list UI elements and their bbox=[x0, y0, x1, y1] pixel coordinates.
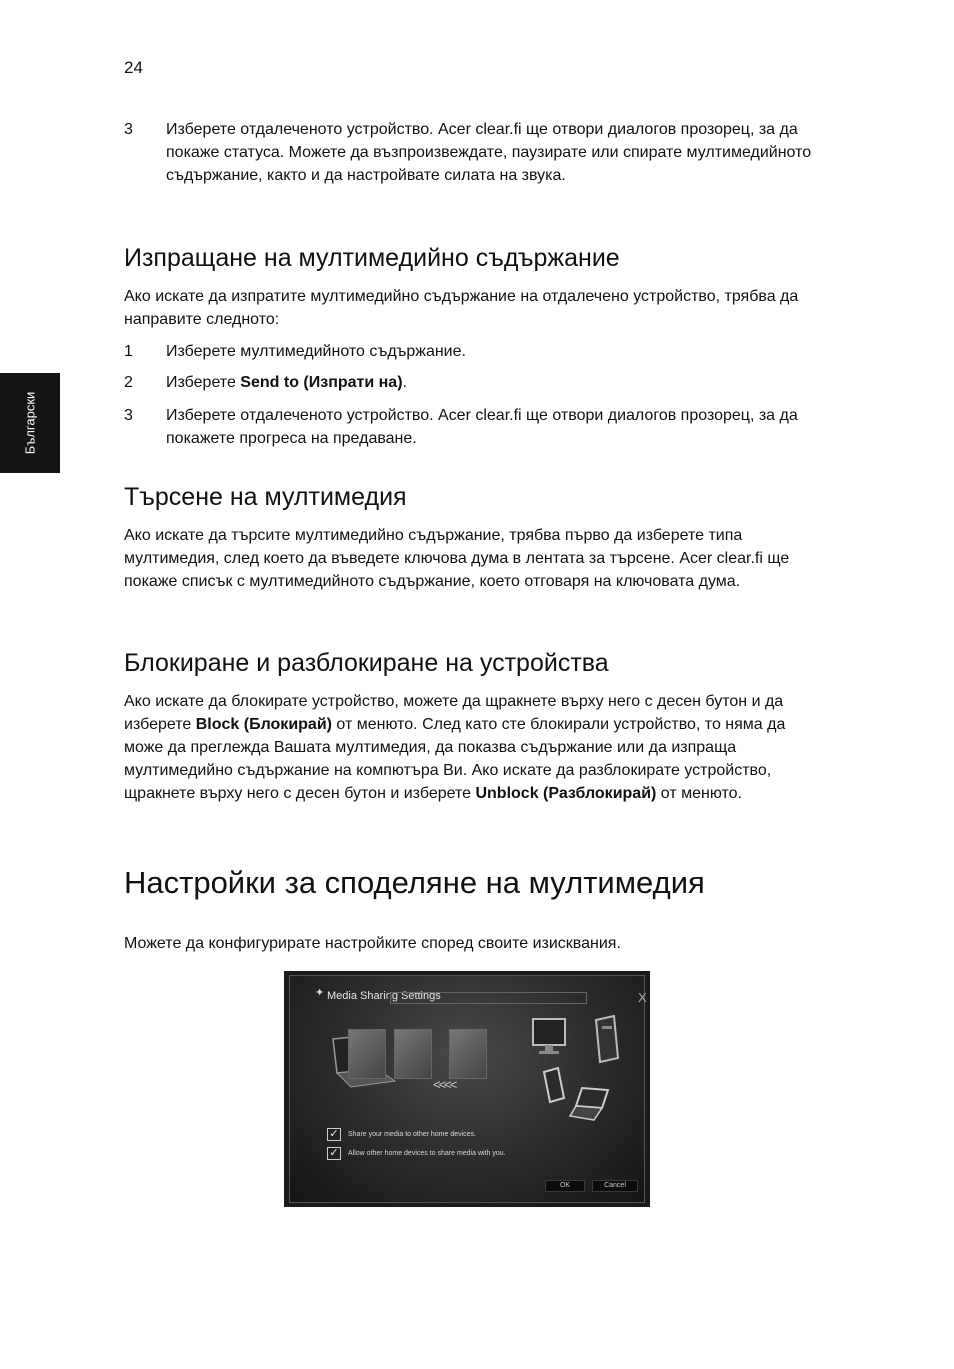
section-heading-send: Изпращане на мултимедийно съдържание bbox=[124, 244, 620, 272]
block-body bbox=[124, 690, 814, 805]
sparkle-icon: ✦ bbox=[315, 987, 325, 999]
section-heading-search: Търсене на мултимедия bbox=[124, 483, 407, 511]
language-side-tab-label: Български bbox=[22, 391, 38, 455]
ok-button[interactable]: OK bbox=[545, 1180, 585, 1192]
phone-icon bbox=[538, 1066, 568, 1106]
language-side-tab bbox=[0, 373, 60, 473]
settings-body: Можете да конфигурирате настройките според своите изисквания. bbox=[124, 935, 621, 952]
block-text-1: Ако искате да блокирате устройство, можете да щракнете върху него с десен бутон и да изберете bbox=[124, 693, 784, 733]
laptop-small-icon bbox=[568, 1084, 620, 1124]
send-intro: Ако искате да изпратите мултимедийно съдържание на отдалечено устройство, трябва да направите следното: bbox=[124, 288, 799, 328]
list-item bbox=[124, 404, 814, 450]
step-number: 3 bbox=[124, 407, 133, 424]
media-thumbnail bbox=[394, 1029, 432, 1079]
dialog-window bbox=[289, 975, 645, 1203]
allow-sharing-checkbox[interactable]: ✓ bbox=[327, 1147, 341, 1160]
desktop-tower-icon bbox=[592, 1014, 622, 1066]
share-media-checkbox[interactable]: ✓ bbox=[327, 1128, 341, 1141]
list-item bbox=[124, 118, 814, 187]
media-thumbnail bbox=[449, 1029, 487, 1079]
page-title: Настройки за споделяне на мултимедия bbox=[124, 865, 705, 900]
block-text-2: от менюто. След като сте блокирали устройство, то няма да може да преглежда Вашата мултимедия, да показва съдържание или да изпраща мултимедийно съдържание на компютъра Ви. Ако искате да разблокирате устройство, щракнете върху него с десен бутон и изберете bbox=[124, 716, 786, 802]
section-heading-block: Блокиране и разблокиране на устройства bbox=[124, 649, 609, 677]
block-command: Block (Блокирай) bbox=[195, 716, 332, 733]
list-item bbox=[124, 371, 814, 394]
step-number: 3 bbox=[124, 121, 133, 138]
step-text-suffix: . bbox=[402, 374, 407, 391]
share-media-label: Share your media to other home devices. bbox=[348, 1131, 477, 1138]
dialog-title: Media Sharing Settings bbox=[327, 990, 441, 1002]
title-bar-field bbox=[390, 992, 587, 1004]
step-number: 2 bbox=[124, 374, 133, 391]
step-text: Изберете отдалеченото устройство. Acer clear.fi ще отвори диалогов прозорец, за да покаже статуса. Можете да възпроизвеждате, паузирате или спирате мултимедийното съдържание, както и да настройвате силата на звука. bbox=[166, 121, 812, 184]
transfer-arrows-icon: <<<< bbox=[433, 1077, 456, 1092]
page-number: 24 bbox=[124, 58, 143, 77]
step-text-prefix: Изберете bbox=[166, 374, 241, 391]
unblock-command: Unblock (Разблокирай) bbox=[475, 785, 657, 802]
step-text bbox=[166, 371, 814, 394]
cancel-button[interactable]: Cancel bbox=[592, 1180, 638, 1192]
media-thumbnail bbox=[348, 1029, 386, 1079]
media-sharing-dialog-screenshot bbox=[284, 971, 650, 1207]
search-body: Ако искате да търсите мултимедийно съдържание, трябва първо да изберете типа мултимедия, след което да въведете ключова дума в лентата за търсене. Acer clear.fi ще покаже списък с мултимедийното съдържание, което отговаря на ключовата дума. bbox=[124, 527, 790, 590]
list-item bbox=[124, 340, 814, 363]
block-text-3: от менюто. bbox=[656, 785, 742, 802]
step-number: 1 bbox=[124, 343, 133, 360]
monitor-icon bbox=[530, 1016, 570, 1058]
step-text: Изберете мултимедийното съдържание. bbox=[166, 343, 466, 360]
close-icon[interactable]: X bbox=[638, 990, 647, 1005]
step-text: Изберете отдалеченото устройство. Acer clear.fi ще отвори диалогов прозорец, за да покажете прогреса на предаване. bbox=[166, 407, 798, 447]
send-to-command: Send to (Изпрати на) bbox=[240, 374, 403, 391]
allow-sharing-label: Allow other home devices to share media with you. bbox=[348, 1150, 506, 1157]
